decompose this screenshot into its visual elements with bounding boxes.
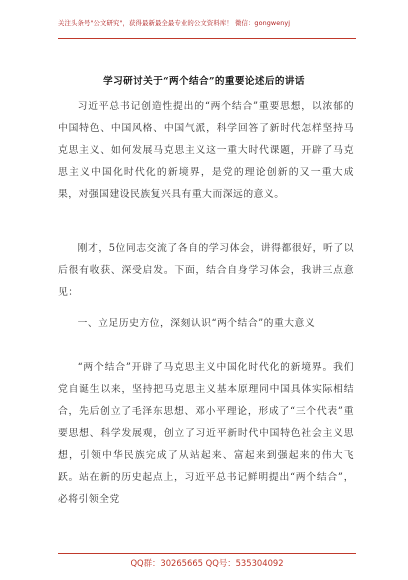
header-divider <box>58 38 356 39</box>
footer-divider <box>58 553 356 554</box>
body-paragraph-1: 习近平总书记创造性提出的“两个结合”重要思想，以浓郁的中国特色、中国风格、中国气派，科学回答了新时代怎样坚持马克思主义、如何发展马克思主义这一重大时代课题，开辟了马克思主义中国化时代化的新境界，是党的理论创新的又一重大成果，对强国建设民族复兴具有重大而深远的意义。 <box>58 101 354 200</box>
document-title: 学习研讨关于“两个结合”的重要论述后的讲话 <box>103 76 305 87</box>
header-banner: 关注头条号"公文研究"，获得最新最全最专业的公文资料库！ 微信：gongwenyj <box>58 19 291 27</box>
body-paragraph-2: 刚才，5位同志交流了各自的学习体会，讲得都很好，听了以后很有收获、深受启发。下面，结合自身学习体会，我讲三点意见： <box>58 243 354 298</box>
footer-contact: QQ群：30265665 QQ号：535304092 <box>130 558 284 568</box>
body-paragraph-3: “两个结合”开辟了马克思主义中国化时代化的新境界。我们党自诞生以来，坚持把马克思主义基本原理同中国具体实际相结合，先后创立了毛泽东思想、邓小平理论，形成了“三个代表”重要思想、科学发展观，创立了习近平新时代中国特色社会主义思想，引领中华民族完成了从站起来、富起来到强起来的伟大飞跃。站在新的历史起点上，习近平总书记鲜明提出“两个结合”，必将引领全党 <box>58 362 354 505</box>
section-heading-1: 一、立足历史方位，深刻认识“两个结合”的重大意义 <box>77 318 316 329</box>
